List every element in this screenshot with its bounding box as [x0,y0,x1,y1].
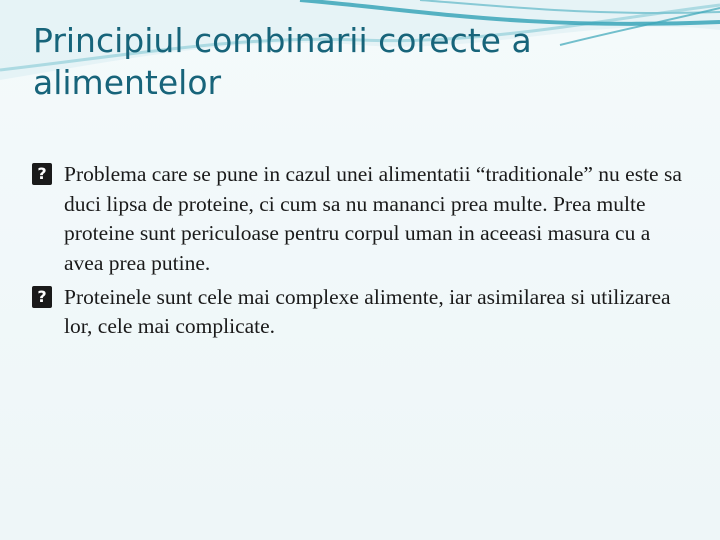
bullet-item [32,283,692,342]
missing-glyph-bullet-icon: ? [32,286,52,308]
slide-body [32,160,692,346]
bullet-item [32,160,692,279]
bullet-text: Proteinele sunt cele mai complexe alimente, iar asimilarea si utilizarea lor, cele mai complicate. [64,284,671,339]
bullet-text: Problema care se pune in cazul unei alimentatii “traditionale” nu este sa duci lipsa de proteine, ci cum sa nu mananci prea multe. Prea multe proteine sunt periculoase pentru corpul uman in aceeasi masura cu a avea prea putine. [64,162,682,275]
slide-title: Principiul combinarii corecte a alimentelor [33,21,532,103]
missing-glyph-bullet-icon: ? [32,163,52,185]
